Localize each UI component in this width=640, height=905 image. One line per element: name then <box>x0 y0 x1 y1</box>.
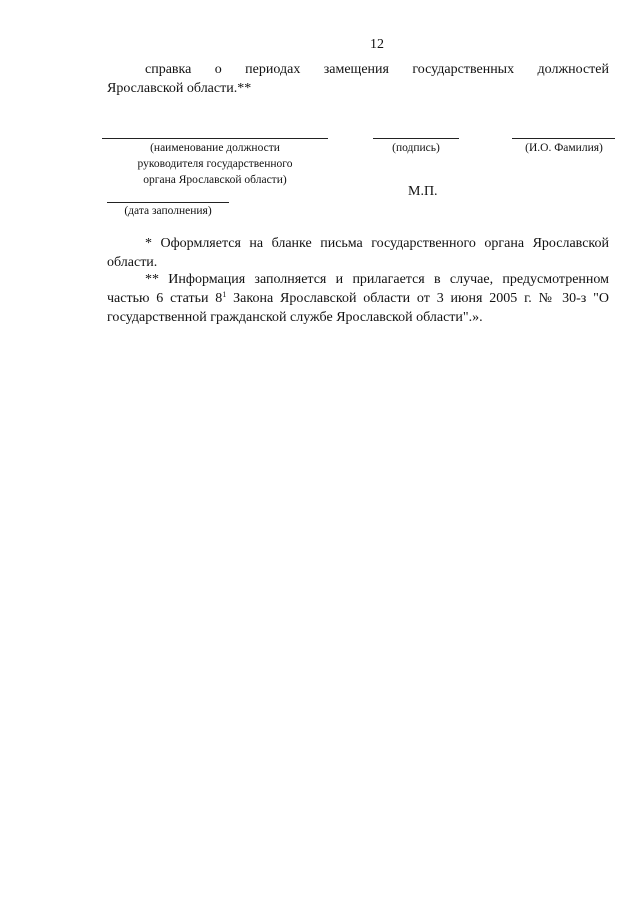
footnote-2 <box>107 270 609 327</box>
intro-line-1: справка о периодах замещения государственных должностей <box>145 62 609 77</box>
stamp-placeholder: М.П. <box>408 184 438 199</box>
intro-line-2: Ярославской области.** <box>107 81 252 96</box>
position-caption-line-1: (наименование должности <box>150 142 280 154</box>
position-caption-line-3: органа Ярославской области) <box>143 174 287 186</box>
footnote-1: * Оформляется на бланке письма государственного органа Ярославской области. <box>107 236 609 270</box>
footnote-2-text-a: ** Информация заполняется и прилагается в случае, предусмотренном частью 6 статьи 8 <box>107 272 609 306</box>
position-caption <box>102 140 328 188</box>
signature-caption: (подпись) <box>392 142 440 154</box>
footnote-2-text-b: Закона Ярославской области от 3 июня 2005 г. № 30-з "О государственной гражданской службе Ярославской области".». <box>107 291 610 325</box>
page-number: 12 <box>370 37 384 52</box>
date-caption: (дата заполнения) <box>124 205 212 217</box>
signature-line <box>373 138 459 139</box>
name-caption: (И.О. Фамилия) <box>525 142 603 154</box>
name-signature-line <box>512 138 615 139</box>
position-caption-line-2: руководителя государственного <box>137 158 293 170</box>
footnote-2-superscript: 1 <box>222 290 227 299</box>
position-signature-line <box>102 138 328 139</box>
